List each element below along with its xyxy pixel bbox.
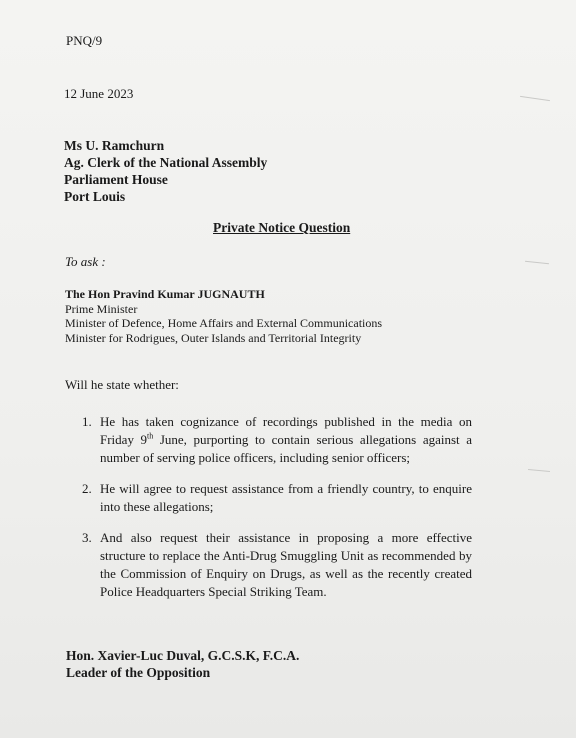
reference-number: PNQ/9 (66, 33, 103, 48)
question-item (82, 529, 472, 601)
question-list (82, 413, 472, 614)
addressee-title: Ag. Clerk of the National Assembly (64, 155, 268, 170)
scan-mark (528, 469, 550, 472)
addressee-building: Parliament House (64, 172, 168, 187)
question-text: He will agree to request assistance from a friendly country, to enquire into these allegations; (100, 481, 472, 514)
to-ask-label: To ask : (65, 254, 106, 269)
question-intro: Will he state whether: (65, 377, 179, 392)
addressee-block (64, 137, 267, 205)
signatory-title: Leader of the Opposition (66, 665, 211, 680)
minister-block (65, 287, 382, 345)
question-text (100, 413, 472, 467)
scan-mark (525, 261, 549, 265)
question-number: 2. (82, 481, 92, 496)
minister-role: Minister for Rodrigues, Outer Islands and Territorial Integrity (65, 330, 362, 345)
question-text-part: June, purporting to contain serious allegations against a number of serving police officers, including senior officers; (100, 432, 472, 465)
addressee-name: Ms U. Ramchurn (64, 138, 165, 153)
letter-date: 12 June 2023 (64, 86, 134, 101)
minister-role: Prime Minister (65, 301, 138, 316)
minister-role: Minister of Defence, Home Affairs and External Communications (65, 316, 383, 330)
date-superscript: th (147, 431, 154, 441)
question-item (82, 413, 472, 467)
question-number: 3. (82, 530, 92, 545)
addressee-city: Port Louis (64, 189, 126, 204)
question-text-part: He has taken cognizance of recordings published in the media on Friday 9 (100, 414, 472, 447)
signature-block (66, 647, 299, 681)
minister-name: The Hon Pravind Kumar JUGNAUTH (65, 287, 265, 301)
scan-mark (520, 96, 550, 101)
document-heading: Private Notice Question (213, 220, 351, 235)
question-text: And also request their assistance in proposing a more effective structure to replace the Anti-Drug Smuggling Unit as recommended by the Commission of Enquiry on Drugs, as well as the recently created Police Headquarters Special Striking Team. (100, 530, 472, 599)
signatory-name: Hon. Xavier-Luc Duval, G.C.S.K, F.C.A. (66, 648, 300, 663)
question-number: 1. (82, 414, 92, 429)
question-item (82, 480, 472, 516)
